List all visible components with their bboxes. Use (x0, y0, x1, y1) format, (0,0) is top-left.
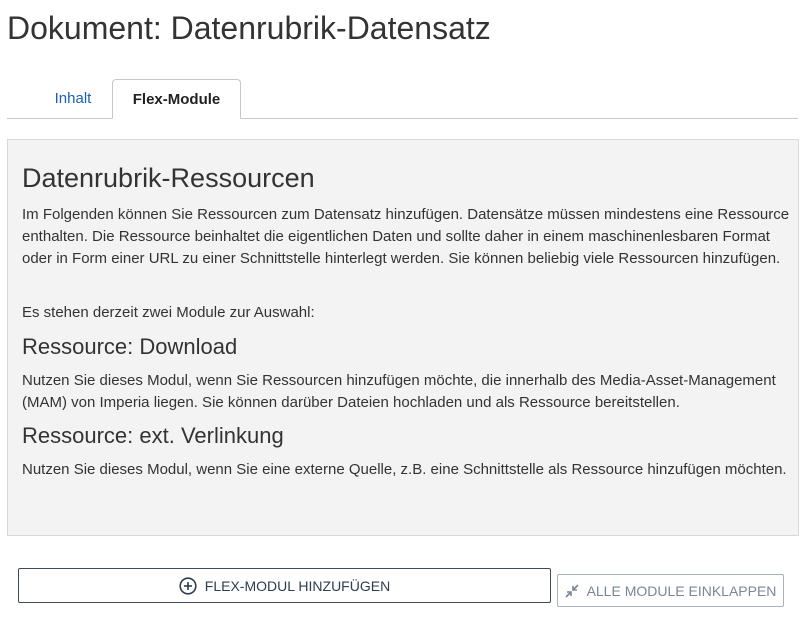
tab-flex-module[interactable]: Flex-Module (112, 79, 241, 119)
resources-info-panel (7, 139, 799, 536)
module-link-heading: Ressource: ext. Verlinkung (22, 423, 284, 448)
add-flex-module-button[interactable] (18, 568, 551, 603)
tab-bar (7, 79, 798, 119)
panel-heading: Datenrubrik-Ressourcen (22, 163, 315, 193)
tab-inhalt[interactable]: Inhalt (54, 90, 92, 107)
modules-intro-text: Es stehen derzeit zwei Module zur Auswahl: (22, 304, 315, 321)
module-download-heading: Ressource: Download (22, 334, 238, 359)
module-download-description: Nutzen Sie dieses Modul, wenn Sie Ressourcen hinzufügen möchte, die innerhalb des Media-Asset-Management (MAM) von Imperia liegen. Sie können darüber Dateien hochladen und als Ressource bereitstellen. (22, 372, 776, 411)
page-title: Dokument: Datenrubrik-Datensatz (7, 10, 491, 46)
collapse-all-modules-button[interactable] (557, 574, 784, 607)
collapse-all-modules-label: ALLE MODULE EINKLAPPEN (586, 582, 777, 599)
add-flex-module-label: FLEX-MODUL HINZUFÜGEN (204, 577, 391, 594)
intro-text: Im Folgenden können Sie Ressourcen zum Datensatz hinzufügen. Datensätze müssen mindestens eine Ressource enthalten. Die Ressource beinhaltet die eigentlichen Daten und sollte daher in einem maschinenlesbaren Format oder in Form einer URL zu einer Schnittstelle hinterlegt werden. Sie können beliebig viele Ressourcen hinzufügen. (22, 206, 790, 267)
collapse-arrows-icon (565, 584, 579, 598)
module-link-description: Nutzen Sie dieses Modul, wenn Sie eine externe Quelle, z.B. eine Schnittstelle als Ressource hinzufügen möchten. (22, 461, 787, 478)
plus-circle-icon (179, 577, 197, 595)
